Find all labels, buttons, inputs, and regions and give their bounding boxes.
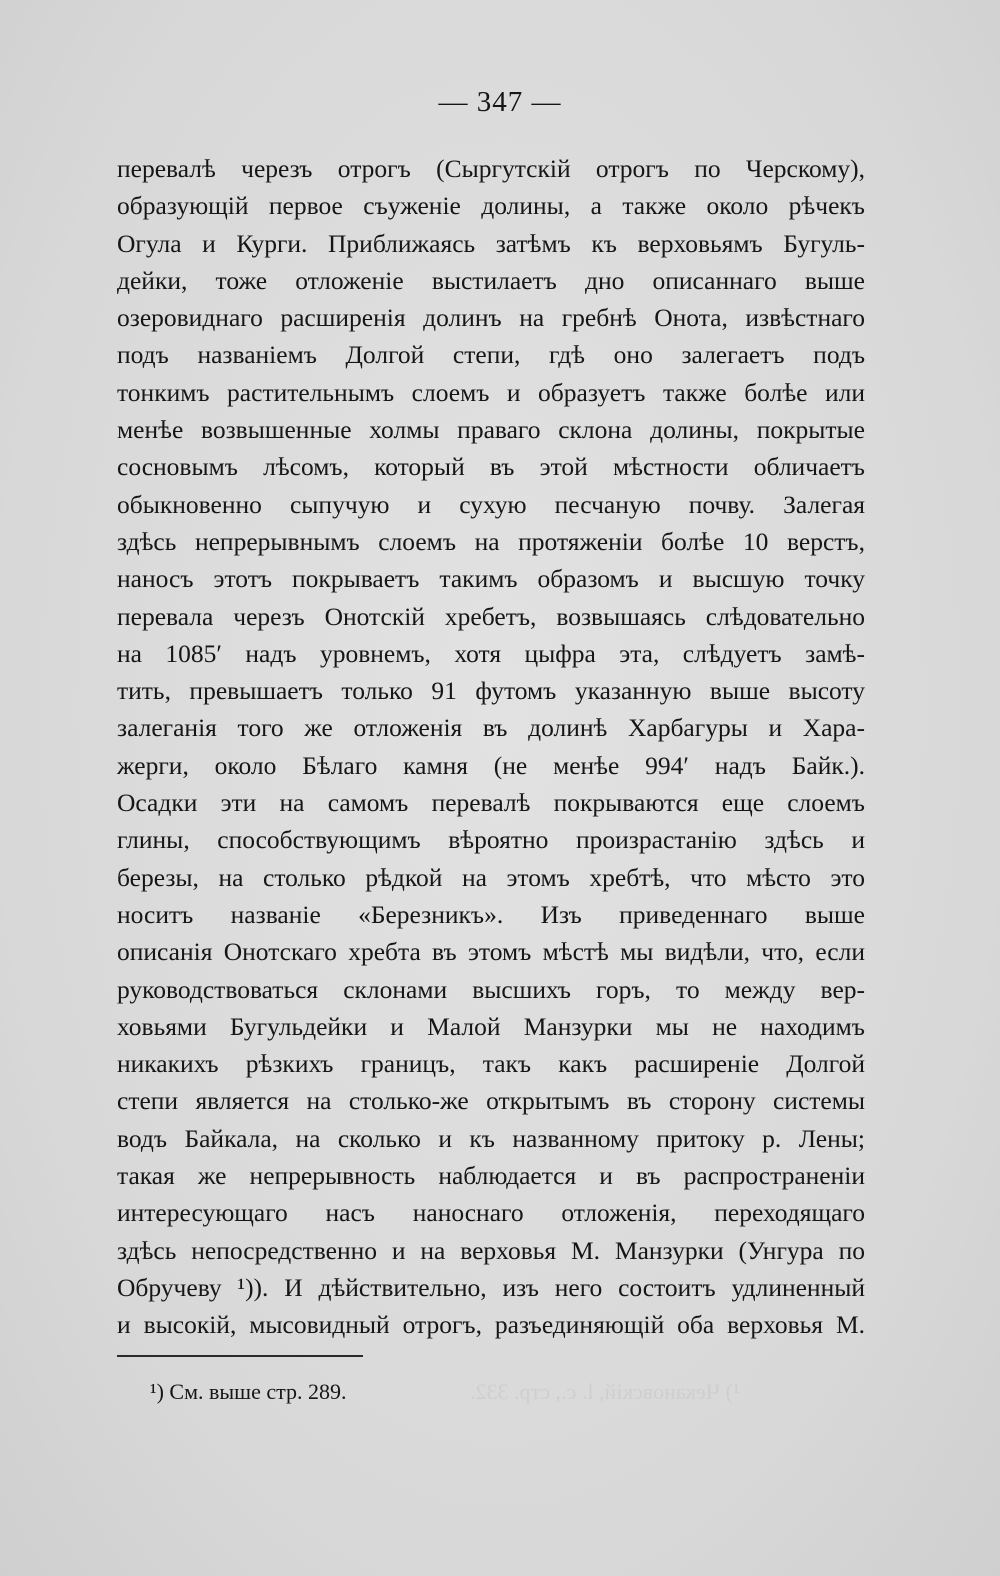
text-line: такая же непрерывность наблюдается и въ распространеніи <box>117 1161 865 1191</box>
text-line: Огула и Курги. Приближаясь затѣмъ къ верховьямъ Бугуль- <box>117 228 865 258</box>
text-line: перевалѣ черезъ отрогъ (Сыргутскій отрогъ по Черскому), <box>117 154 865 183</box>
text-line: Обручеву ¹)). И дѣйствительно, изъ него состоитъ удлиненный <box>117 1272 865 1302</box>
text-line: тонкимъ растительнымъ слоемъ и образуетъ также болѣе или <box>117 377 865 407</box>
text-line: здѣсь непрерывнымъ слоемъ на протяженіи болѣе 10 верстъ, <box>117 526 865 556</box>
text-line: образующій первое съуженіе долины, а также около рѣчекъ <box>117 191 865 221</box>
text-line: водъ Байкала, на сколько и къ названному притоку р. Лены; <box>117 1123 865 1153</box>
footnote-divider <box>117 1355 363 1357</box>
text-line: залеганія того же отложенія въ долинѣ Харбагуры и Хара- <box>117 713 865 743</box>
text-line: сосновымъ лѣсомъ, который въ этой мѣстности обличаетъ <box>117 452 865 482</box>
text-line: перевала черезъ Онотскій хребетъ, возвышаясь слѣдовательно <box>117 601 865 631</box>
text-line: носитъ названіе «Березникъ». Изъ приведеннаго выше <box>117 899 865 929</box>
text-line: степи является на столько-же открытымъ въ сторону системы <box>117 1086 865 1116</box>
text-line: подъ названіемъ Долгой степи, гдѣ оно залегаетъ подъ <box>117 340 865 370</box>
text-line: дейки, тоже отложеніе выстилаетъ дно описаннаго выше <box>117 265 865 295</box>
text-line: березы, на столько рѣдкой на этомъ хребтѣ, что мѣсто это <box>117 862 865 892</box>
body-text <box>117 150 865 1344</box>
text-line: озеровиднаго расширенія долинъ на гребнѣ Онота, извѣстнаго <box>117 303 865 333</box>
text-line: на 1085′ надъ уровнемъ, хотя цыфра эта, слѣдуетъ замѣ- <box>117 638 865 668</box>
text-line: описанія Онотскаго хребта въ этомъ мѣстѣ мы видѣли, что, если <box>117 937 865 967</box>
text-line: глины, способствующимъ вѣроятно произрастанію здѣсь и <box>117 825 865 855</box>
text-line: и высокій, мысовидный отрогъ, разъединяющій оба верховья М. <box>117 1310 865 1340</box>
text-line: обыкновенно сыпучую и сухую песчаную почву. Залегая <box>117 489 865 519</box>
text-line: тить, превышаетъ только 91 футомъ указанную выше высоту <box>117 676 865 706</box>
page-number: — 347 — <box>438 86 562 118</box>
text-line: жерги, около Бѣлаго камня (не менѣе 994′ надъ Байк.). <box>117 750 865 780</box>
text-line: Осадки эти на самомъ перевалѣ покрываются еще слоемъ <box>117 788 865 818</box>
text-line: наносъ этотъ покрываетъ такимъ образомъ и высшую точку <box>117 564 865 594</box>
bleed-through-text: ¹) Чекановскій, l. c., стр. 332. <box>470 1379 740 1404</box>
text-line: здѣсь непосредственно и на верховья М. Манзурки (Унгура по <box>117 1235 865 1265</box>
text-line: интересующаго насъ наноснаго отложенія, переходящаго <box>117 1198 865 1228</box>
text-line: ховьями Бугульдейки и Малой Манзурки мы не находимъ <box>117 1011 865 1041</box>
text-line: никакихъ рѣзкихъ границъ, такъ какъ расширеніе Долгой <box>117 1049 865 1079</box>
text-line: руководствоваться склонами высшихъ горъ, то между вер- <box>117 974 865 1004</box>
footnote: ¹) См. выше стр. 289. <box>150 1379 347 1404</box>
text-line: менѣе возвышенные холмы праваго склона долины, покрытые <box>117 415 865 445</box>
